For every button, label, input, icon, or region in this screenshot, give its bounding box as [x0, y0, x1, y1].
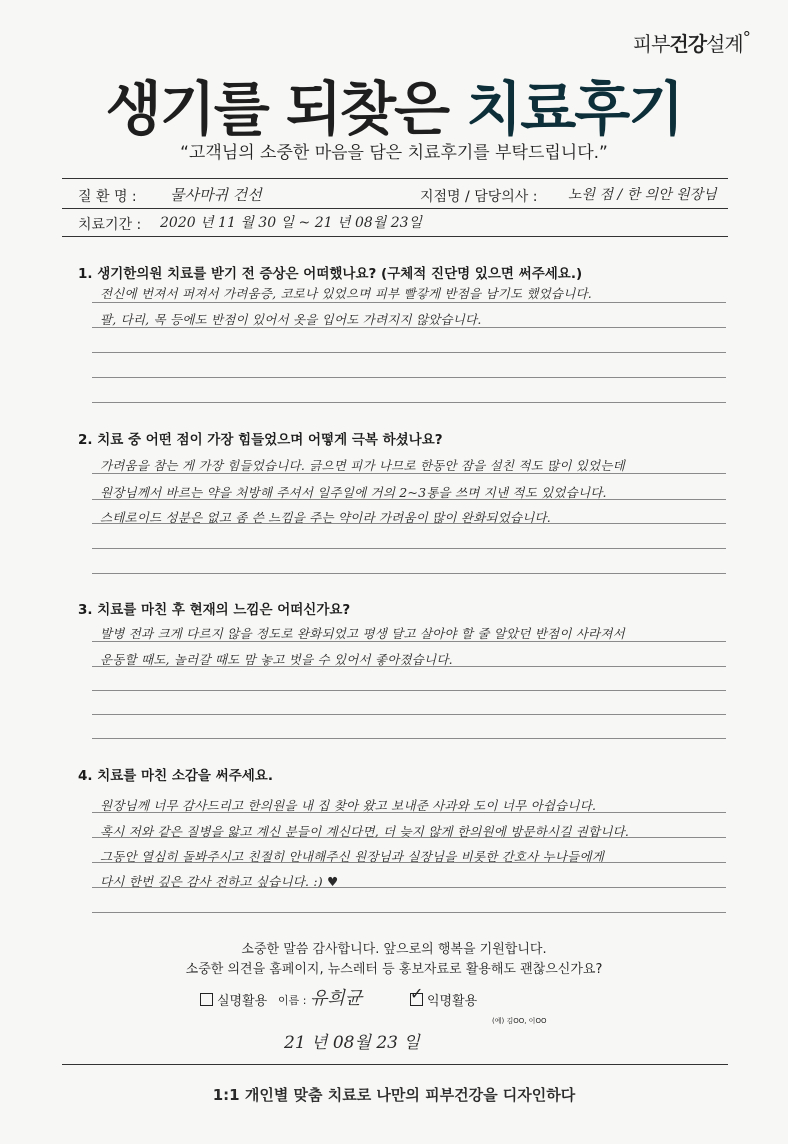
check-mark-icon: ✓	[410, 984, 424, 1003]
brand-logo: 피부건강설계°	[632, 28, 750, 56]
answer-line	[92, 887, 726, 888]
divider	[62, 1064, 728, 1065]
real-name-checkbox[interactable]	[200, 990, 267, 1009]
question-2: 2. 치료 중 어떤 점이 가장 힘들었으며 어떻게 극복 하셨나요?	[78, 432, 443, 448]
answer-line	[92, 352, 726, 353]
divider	[62, 178, 728, 179]
answer-line	[92, 473, 726, 474]
branch-value: 노원 점 / 한 의안 원장님	[568, 187, 717, 203]
answer-2-line-1: 가려움을 참는 게 가장 힘들었습니다. 긁으면 피가 나므로 한동안 잠을 설친 적도 많이 있었는데	[100, 458, 625, 473]
closing-thanks: 소중한 말씀 감사합니다. 앞으로의 행복을 기원합니다.	[241, 942, 547, 957]
answer-3-line-2: 운동할 때도, 놀러갈 때도 맘 놓고 벗을 수 있어서 좋아졌습니다.	[100, 652, 453, 667]
footer-slogan: 1:1 개인별 맞춤 치료로 나만의 피부건강을 디자인하다	[212, 1086, 576, 1104]
answer-2-line-2: 원장님께서 바르는 약을 처방해 주셔서 일주일에 거의 2~3통을 쓰며 지낸 적도 있었습니다.	[100, 485, 607, 500]
answer-line	[92, 499, 726, 500]
answer-4-line-3: 그동안 열심히 돌봐주시고 친절히 안내해주신 원장님과 실장님을 비롯한 간호사 누나들에게	[100, 849, 605, 864]
divider	[62, 208, 728, 209]
answer-line	[92, 523, 726, 524]
page-subtitle: “고객님의 소중한 마음을 담은 치료후기를 부탁드립니다.”	[180, 143, 608, 163]
answer-line	[92, 690, 726, 691]
period-label: 치료기간 :	[78, 217, 142, 233]
answer-line	[92, 377, 726, 378]
real-name-label: 실명활용	[217, 994, 268, 1009]
answer-line	[92, 812, 726, 813]
answer-line	[92, 327, 726, 328]
answer-4-line-4: 다시 한번 깊은 감사 전하고 싶습니다. :) ♥	[100, 874, 339, 889]
disease-label: 질 환 명 :	[78, 189, 137, 205]
answer-line	[92, 641, 726, 642]
disease-value: 물사마귀 건선	[170, 186, 262, 204]
answer-1-line-1: 전신에 번져서 퍼져서 가려움증, 코로나 있었으며 피부 빨갛게 반점을 남기도 했었습니다.	[100, 286, 592, 301]
anonymous-label: 익명활용	[427, 994, 478, 1009]
answer-line	[92, 302, 726, 303]
answer-line	[92, 837, 726, 838]
answer-line	[92, 666, 726, 667]
answer-4-line-2: 혹시 저와 같은 질병을 앓고 계신 분들이 계신다면, 더 늦지 않게 한의원에 방문하시길 권합니다.	[100, 824, 630, 839]
answer-4-line-1: 원장님께 너무 감사드리고 한의원을 내 집 찾아 왔고 보내준 사과와 도이 너무 아쉽습니다.	[100, 798, 597, 813]
answer-2-line-3: 스테로이드 성분은 없고 좀 쓴 느낌을 주는 약이라 가려움이 많이 완화되었습니다.	[100, 510, 551, 525]
answer-line	[92, 548, 726, 549]
period-value: 2020 년 11 월 30 일 ~ 21 년 08월 23일	[160, 215, 423, 231]
question-3: 3. 치료를 마친 후 현재의 느낌은 어떠신가요?	[78, 602, 351, 618]
signature-date: 21 년 08월 23 일	[284, 1033, 420, 1053]
divider	[62, 236, 728, 237]
answer-line	[92, 402, 726, 403]
answer-1-line-2: 팔, 다리, 목 등에도 반점이 있어서 옷을 입어도 가려지지 않았습니다.	[100, 312, 482, 327]
name-label: 이름 :	[278, 994, 307, 1007]
answer-line	[92, 862, 726, 863]
answer-3-line-1: 발병 전과 크게 다르지 않을 정도로 완화되었고 평생 달고 살아야 할 줄 알았던 반점이 사라져서	[100, 626, 625, 641]
answer-line	[92, 573, 726, 574]
page-title: 생기를 되찾은 치료후기	[105, 75, 683, 143]
checkbox-box	[200, 993, 213, 1006]
branch-label: 지점명 / 담당의사 :	[420, 189, 538, 205]
question-1: 1. 생기한의원 치료를 받기 전 증상은 어떠했나요? (구체적 진단명 있으면 써주세요.)	[78, 266, 583, 282]
answer-line	[92, 714, 726, 715]
answer-line	[92, 912, 726, 913]
question-4: 4. 치료를 마친 소감을 써주세요.	[78, 768, 273, 784]
closing-consent-question: 소중한 의견을 홈페이지, 뉴스레터 등 홍보자료로 활용해도 괜찮으신가요?	[185, 962, 603, 977]
name-value: 유희균	[310, 988, 363, 1009]
answer-line	[92, 738, 726, 739]
name-example: (예) 김OO, 이OO	[492, 1017, 547, 1025]
